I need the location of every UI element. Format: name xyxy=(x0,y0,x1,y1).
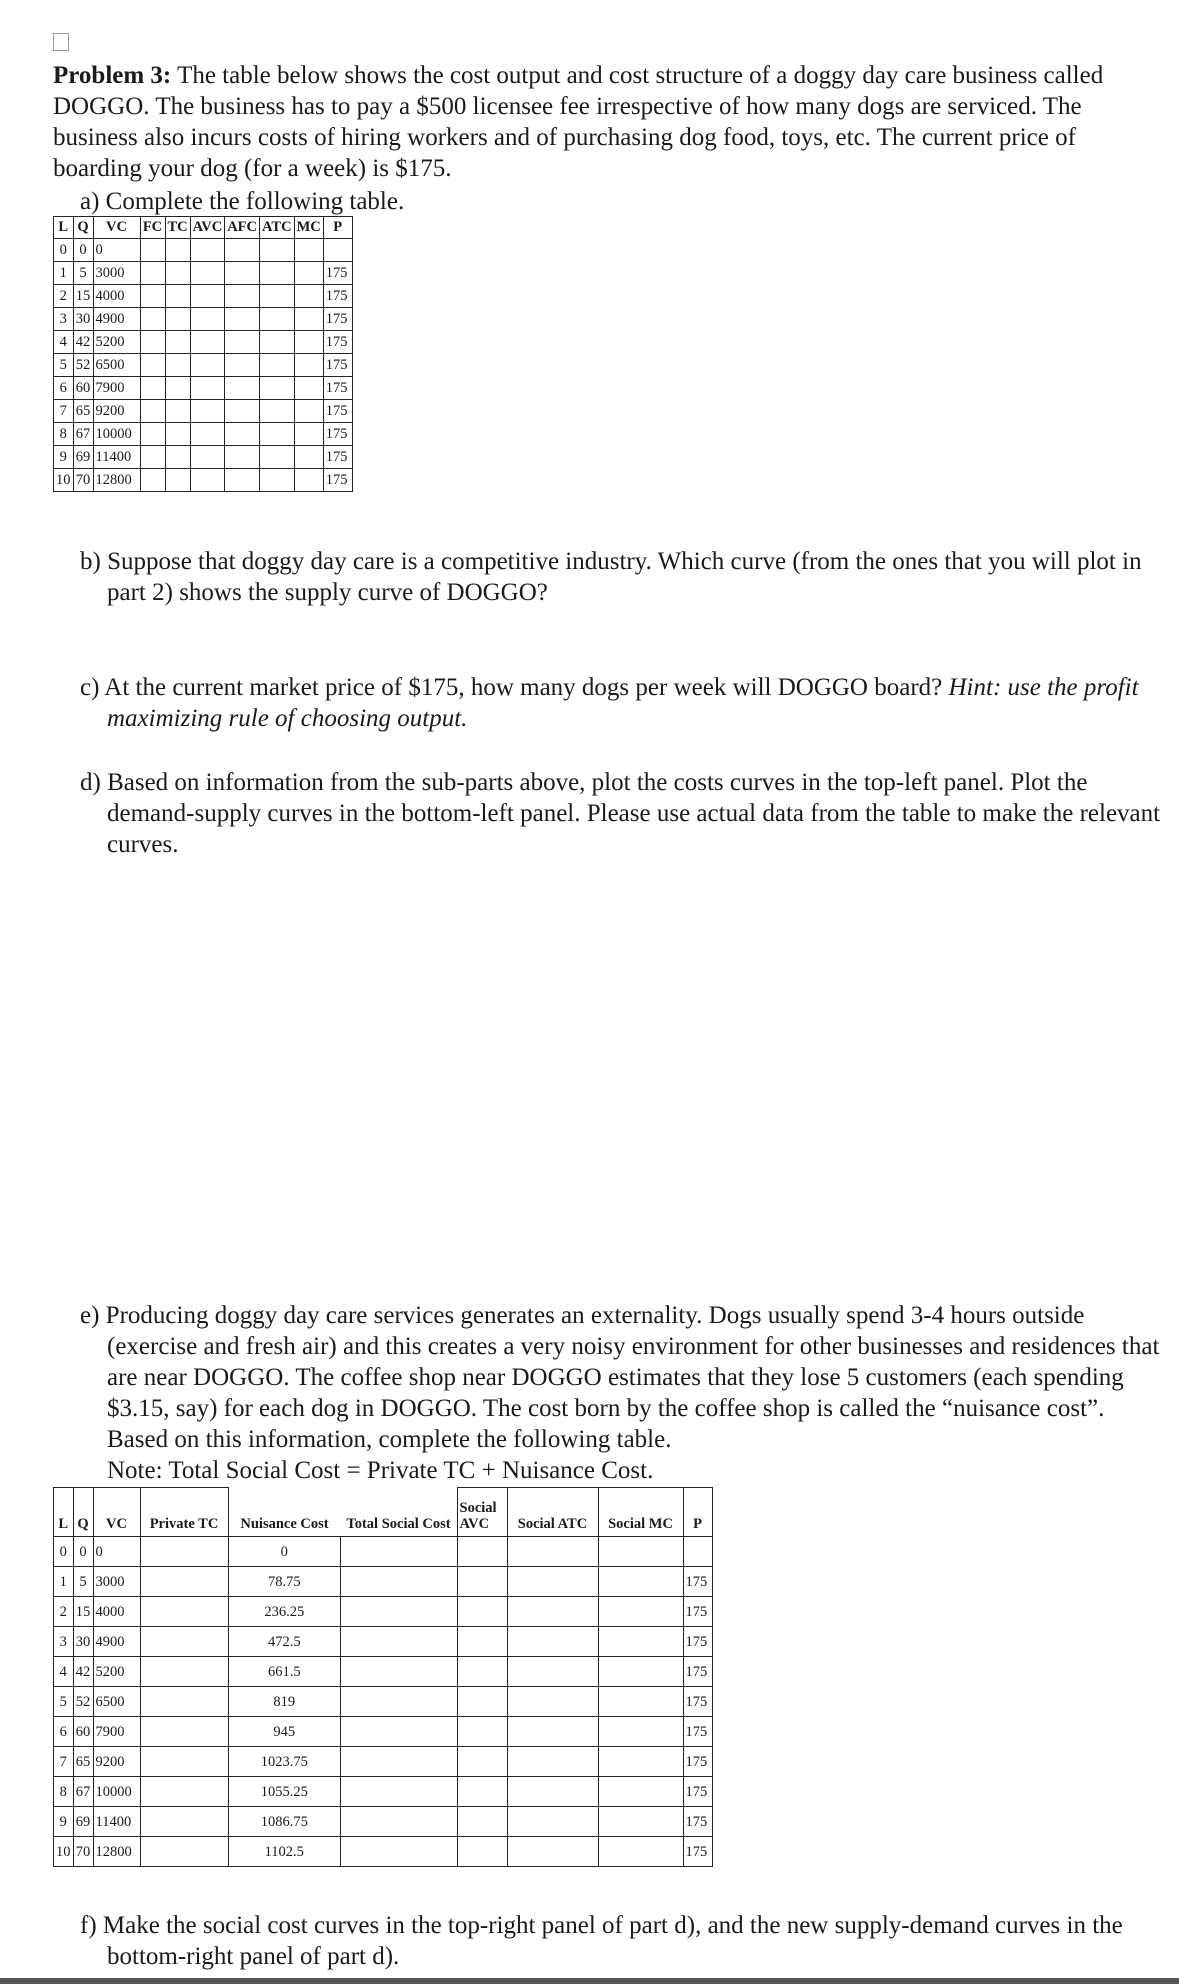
table-cell xyxy=(140,377,165,400)
table-cell: 5 xyxy=(54,1687,74,1717)
header-cell: P xyxy=(323,217,352,239)
table-cell: 7900 xyxy=(93,1717,140,1747)
table-cell xyxy=(225,262,260,285)
table-cell xyxy=(165,423,190,446)
table-cell: 175 xyxy=(323,377,352,400)
header-cell: L xyxy=(54,1488,74,1537)
table-cell xyxy=(140,1627,228,1657)
table-cell: 236.25 xyxy=(228,1597,341,1627)
problem-label: Problem 3: xyxy=(53,62,172,89)
table-cell: 67 xyxy=(73,1777,93,1807)
table-cell: 30 xyxy=(73,1627,93,1657)
table-cell xyxy=(507,1567,598,1597)
table-cell: 0 xyxy=(54,1537,74,1567)
table-cell: 8 xyxy=(54,1777,74,1807)
table-cell xyxy=(507,1597,598,1627)
table-cell: 78.75 xyxy=(228,1567,341,1597)
table-cell: 9200 xyxy=(93,400,140,423)
problem-intro xyxy=(53,60,1133,184)
part-e-text: e) Producing doggy day care services generates an externality. Dogs usually spend 3-4 hours outside (exercise and fresh air) and this creates a very noisy environment for other businesses and residences that are near DOGGO. The coffee shop near DOGGO estimates that they lose 5 customers (each spending $3.15, say) for each dog in DOGGO. The cost born by the coffee shop is called the “nuisance cost”. Based on this information, complete the following table. xyxy=(80,1302,1160,1453)
table-row xyxy=(54,446,353,469)
table-cell xyxy=(323,239,352,262)
table-cell xyxy=(341,1687,458,1717)
table-cell xyxy=(225,446,260,469)
table-cell xyxy=(341,1717,458,1747)
table-cell xyxy=(260,377,295,400)
table-cell xyxy=(140,446,165,469)
part-b: b) Suppose that doggy day care is a competitive industry. Which curve (from the ones that you will plot in part 2) shows the supply curve of DOGGO? xyxy=(80,548,1142,606)
table-cell xyxy=(165,331,190,354)
table-cell: 42 xyxy=(73,1657,93,1687)
table-cell xyxy=(190,239,225,262)
table-cell xyxy=(140,469,165,492)
table-cell: 4 xyxy=(54,331,74,354)
table-cell xyxy=(294,377,323,400)
table-cell: 2 xyxy=(54,1597,74,1627)
table-cell xyxy=(140,1537,228,1567)
table-cell xyxy=(683,1537,712,1567)
table-cell xyxy=(598,1537,683,1567)
table-cell xyxy=(225,377,260,400)
table-cell xyxy=(598,1627,683,1657)
table-cell xyxy=(341,1597,458,1627)
table-cell xyxy=(190,377,225,400)
table-cell xyxy=(341,1807,458,1837)
table-cell: 0 xyxy=(228,1537,341,1567)
table-row xyxy=(54,262,353,285)
header-cell: VC xyxy=(93,1488,140,1537)
table-cell xyxy=(457,1537,507,1567)
table-cell xyxy=(260,446,295,469)
table-cell xyxy=(140,1567,228,1597)
table-cell xyxy=(341,1657,458,1687)
table-cell: 5 xyxy=(73,1567,93,1597)
table-cell xyxy=(294,262,323,285)
table-cell xyxy=(260,423,295,446)
table-cell: 1055.25 xyxy=(228,1777,341,1807)
header-cell: Private TC xyxy=(140,1488,228,1537)
table-cell xyxy=(598,1717,683,1747)
table-row xyxy=(54,1687,713,1717)
table-row xyxy=(54,308,353,331)
table-row xyxy=(54,1627,713,1657)
table-cell xyxy=(294,354,323,377)
table-cell xyxy=(260,400,295,423)
header-cell: FC xyxy=(140,217,165,239)
table-cell xyxy=(165,377,190,400)
table-cell: 4000 xyxy=(93,285,140,308)
table-cell xyxy=(225,331,260,354)
table-cell xyxy=(598,1747,683,1777)
table-cell xyxy=(294,331,323,354)
part-e-note: Note: Total Social Cost = Private TC + Nuisance Cost. xyxy=(107,1457,654,1484)
table-cell: 8 xyxy=(54,423,74,446)
table-row xyxy=(54,469,353,492)
table-row xyxy=(54,1567,713,1597)
header-cell: AFC xyxy=(225,217,260,239)
table-cell: 60 xyxy=(73,1717,93,1747)
table-cell: 175 xyxy=(683,1627,712,1657)
table-row xyxy=(54,423,353,446)
table-cell: 12800 xyxy=(93,1837,140,1867)
header-cell: Total Social Cost xyxy=(341,1488,458,1537)
table-cell xyxy=(507,1777,598,1807)
table-cell: 9 xyxy=(54,446,74,469)
table-cell xyxy=(507,1837,598,1867)
table-cell: 9200 xyxy=(93,1747,140,1777)
header-cell: AVC xyxy=(190,217,225,239)
table-row xyxy=(54,239,353,262)
table-cell xyxy=(225,308,260,331)
table-cell xyxy=(190,285,225,308)
table-cell xyxy=(190,262,225,285)
table-cell xyxy=(598,1777,683,1807)
table-cell xyxy=(260,331,295,354)
header-cell: L xyxy=(54,217,74,239)
part-c-text: c) At the current market price of $175, how many dogs per week will DOGGO board? xyxy=(80,674,949,701)
table-cell: 4900 xyxy=(93,1627,140,1657)
table-cell xyxy=(140,239,165,262)
table-cell: 819 xyxy=(228,1687,341,1717)
table-cell: 945 xyxy=(228,1717,341,1747)
table-cell xyxy=(225,400,260,423)
table-cell xyxy=(140,1837,228,1867)
table-cell xyxy=(598,1837,683,1867)
table-cell xyxy=(457,1597,507,1627)
checkbox[interactable] xyxy=(53,33,69,51)
table-cell xyxy=(140,308,165,331)
table-cell: 15 xyxy=(73,1597,93,1627)
table-cell xyxy=(457,1657,507,1687)
table-cell: 175 xyxy=(323,308,352,331)
table-cell xyxy=(294,446,323,469)
table-cell: 1 xyxy=(54,262,74,285)
table-cell: 12800 xyxy=(93,469,140,492)
table-cell xyxy=(140,1687,228,1717)
table-cell: 175 xyxy=(683,1657,712,1687)
table-row xyxy=(54,354,353,377)
table-cell xyxy=(457,1837,507,1867)
table-row xyxy=(54,285,353,308)
table-cell xyxy=(341,1537,458,1567)
table-cell xyxy=(165,446,190,469)
table-cell xyxy=(165,354,190,377)
table-row xyxy=(54,377,353,400)
table-cell: 3 xyxy=(54,1627,74,1657)
table-cell xyxy=(341,1777,458,1807)
table-cell xyxy=(457,1567,507,1597)
table-cell xyxy=(225,285,260,308)
table-cell xyxy=(457,1777,507,1807)
header-cell: P xyxy=(683,1488,712,1537)
table-cell xyxy=(140,1807,228,1837)
table-cell xyxy=(190,331,225,354)
table-cell: 2 xyxy=(54,285,74,308)
table-cell xyxy=(341,1747,458,1777)
table-cell xyxy=(140,354,165,377)
table-cell: 69 xyxy=(73,446,93,469)
table-cell xyxy=(260,239,295,262)
table-cell: 11400 xyxy=(93,1807,140,1837)
table-cell: 9 xyxy=(54,1807,74,1837)
table-cell xyxy=(507,1807,598,1837)
table-cell: 11400 xyxy=(93,446,140,469)
problem-text: The table below shows the cost output and cost structure of a doggy day care business called DOGGO. The business has to pay a $500 licensee fee irrespective of how many dogs are serviced. The business also incurs costs of hiring workers and of purchasing dog food, toys, etc. The current price of boarding your dog (for a week) is $175. xyxy=(53,62,1104,182)
table-cell xyxy=(140,1597,228,1627)
table-cell xyxy=(140,262,165,285)
table-cell: 1086.75 xyxy=(228,1807,341,1837)
table-cell: 0 xyxy=(54,239,74,262)
table-cell: 175 xyxy=(683,1567,712,1597)
header-cell: ATC xyxy=(260,217,295,239)
table-cell xyxy=(598,1687,683,1717)
table-cell xyxy=(225,423,260,446)
table-cell xyxy=(190,423,225,446)
part-a: a) Complete the following table. xyxy=(80,188,405,215)
table-cell: 6500 xyxy=(93,354,140,377)
table-cell: 67 xyxy=(73,423,93,446)
table-cell: 175 xyxy=(683,1777,712,1807)
table-cell: 6 xyxy=(54,377,74,400)
table-row xyxy=(54,1717,713,1747)
table-cell xyxy=(190,446,225,469)
table-cell: 4 xyxy=(54,1657,74,1687)
table-cell: 5200 xyxy=(93,331,140,354)
table-cell: 661.5 xyxy=(228,1657,341,1687)
table-cell: 175 xyxy=(323,354,352,377)
table-row xyxy=(54,400,353,423)
cost-table-header xyxy=(54,217,353,239)
table-cell: 7900 xyxy=(93,377,140,400)
table-cell xyxy=(260,308,295,331)
table-cell: 175 xyxy=(683,1597,712,1627)
table-cell: 0 xyxy=(93,1537,140,1567)
table-cell xyxy=(190,400,225,423)
table-row xyxy=(54,1747,713,1777)
table-cell: 175 xyxy=(323,446,352,469)
table-cell xyxy=(140,331,165,354)
table-cell xyxy=(457,1627,507,1657)
header-cell: Q xyxy=(73,217,93,239)
table-cell: 0 xyxy=(93,239,140,262)
table-cell xyxy=(190,469,225,492)
header-cell: Social ATC xyxy=(507,1488,598,1537)
table-cell: 5 xyxy=(73,262,93,285)
table-cell xyxy=(341,1837,458,1867)
table-cell: 175 xyxy=(683,1747,712,1777)
table-cell xyxy=(457,1807,507,1837)
table-row xyxy=(54,1597,713,1627)
part-c-hint: Hint: use the profit maximizing rule of choosing output. xyxy=(107,674,1139,732)
table-cell: 7 xyxy=(54,400,74,423)
social-cost-table xyxy=(53,1487,713,1867)
table-cell xyxy=(507,1627,598,1657)
table-cell: 10 xyxy=(54,469,74,492)
table-cell: 42 xyxy=(73,331,93,354)
table-cell xyxy=(140,285,165,308)
table-row xyxy=(54,1837,713,1867)
table-cell xyxy=(165,285,190,308)
table-cell xyxy=(140,1657,228,1687)
table-cell xyxy=(507,1687,598,1717)
table-cell xyxy=(294,400,323,423)
table-cell: 1 xyxy=(54,1567,74,1597)
table-cell: 3 xyxy=(54,308,74,331)
table-cell: 1023.75 xyxy=(228,1747,341,1777)
table-cell: 175 xyxy=(683,1687,712,1717)
header-cell: TC xyxy=(165,217,190,239)
table-cell: 52 xyxy=(73,354,93,377)
table-cell: 70 xyxy=(73,469,93,492)
table-cell: 175 xyxy=(323,331,352,354)
table-cell: 70 xyxy=(73,1837,93,1867)
table-row xyxy=(54,1777,713,1807)
table-cell xyxy=(225,469,260,492)
social-cost-table-header xyxy=(54,1488,713,1537)
cost-table xyxy=(53,216,353,492)
table-cell xyxy=(165,262,190,285)
table-cell xyxy=(260,262,295,285)
table-cell: 4000 xyxy=(93,1597,140,1627)
table-cell xyxy=(190,354,225,377)
table-cell xyxy=(165,239,190,262)
table-cell xyxy=(598,1567,683,1597)
table-row xyxy=(54,1807,713,1837)
table-cell: 3000 xyxy=(93,1567,140,1597)
table-cell: 175 xyxy=(323,400,352,423)
table-cell xyxy=(341,1567,458,1597)
table-cell: 175 xyxy=(323,285,352,308)
table-cell xyxy=(260,354,295,377)
table-cell: 65 xyxy=(73,400,93,423)
table-cell: 65 xyxy=(73,1747,93,1777)
table-cell: 0 xyxy=(73,239,93,262)
table-cell xyxy=(507,1717,598,1747)
table-cell: 175 xyxy=(683,1807,712,1837)
table-cell xyxy=(225,239,260,262)
table-cell xyxy=(140,423,165,446)
table-cell: 15 xyxy=(73,285,93,308)
table-cell xyxy=(225,354,260,377)
header-cell: Social MC xyxy=(598,1488,683,1537)
table-cell xyxy=(457,1747,507,1777)
table-cell xyxy=(260,285,295,308)
part-f: f) Make the social cost curves in the top-right panel of part d), and the new supply-demand curves in the bottom-right panel of part d). xyxy=(80,1912,1123,1970)
table-cell xyxy=(140,1777,228,1807)
table-cell: 10000 xyxy=(93,423,140,446)
table-cell: 1102.5 xyxy=(228,1837,341,1867)
table-row xyxy=(54,331,353,354)
table-cell: 175 xyxy=(323,469,352,492)
table-cell: 6 xyxy=(54,1717,74,1747)
table-cell xyxy=(260,469,295,492)
table-cell xyxy=(165,308,190,331)
header-cell: Social AVC xyxy=(457,1488,507,1537)
part-d: d) Based on information from the sub-parts above, plot the costs curves in the top-left panel. Plot the demand-supply curves in the bottom-left panel. Please use actual data from the table to make the relevant curves. xyxy=(80,769,1161,858)
header-cell: MC xyxy=(294,217,323,239)
table-cell xyxy=(457,1717,507,1747)
table-cell: 5 xyxy=(54,354,74,377)
table-cell xyxy=(140,1717,228,1747)
table-cell xyxy=(165,469,190,492)
table-cell xyxy=(341,1627,458,1657)
table-cell xyxy=(140,400,165,423)
header-cell: Nuisance Cost xyxy=(228,1488,341,1537)
table-cell xyxy=(457,1687,507,1717)
table-cell: 30 xyxy=(73,308,93,331)
table-cell: 69 xyxy=(73,1807,93,1837)
table-cell xyxy=(190,308,225,331)
table-cell xyxy=(294,285,323,308)
table-cell: 4900 xyxy=(93,308,140,331)
table-cell xyxy=(294,239,323,262)
table-cell xyxy=(507,1657,598,1687)
table-cell xyxy=(507,1537,598,1567)
table-cell: 7 xyxy=(54,1747,74,1777)
table-cell: 6500 xyxy=(93,1687,140,1717)
table-cell xyxy=(598,1807,683,1837)
header-cell: Q xyxy=(73,1488,93,1537)
bottom-divider xyxy=(0,1978,1179,1984)
table-cell xyxy=(294,423,323,446)
table-cell xyxy=(165,400,190,423)
table-cell: 175 xyxy=(683,1717,712,1747)
table-row xyxy=(54,1657,713,1687)
table-cell: 10000 xyxy=(93,1777,140,1807)
table-cell xyxy=(598,1657,683,1687)
table-cell: 5200 xyxy=(93,1657,140,1687)
table-cell: 60 xyxy=(73,377,93,400)
table-cell xyxy=(294,308,323,331)
table-row xyxy=(54,1537,713,1567)
table-cell: 175 xyxy=(323,423,352,446)
table-cell: 52 xyxy=(73,1687,93,1717)
part-e xyxy=(80,1300,1167,1486)
table-cell: 10 xyxy=(54,1837,74,1867)
header-cell: VC xyxy=(93,217,140,239)
table-cell: 3000 xyxy=(93,262,140,285)
table-cell: 175 xyxy=(683,1837,712,1867)
table-cell: 472.5 xyxy=(228,1627,341,1657)
table-cell: 0 xyxy=(73,1537,93,1567)
table-cell xyxy=(140,1747,228,1777)
part-c xyxy=(80,672,1167,734)
table-cell: 175 xyxy=(323,262,352,285)
table-cell xyxy=(598,1597,683,1627)
table-cell xyxy=(294,469,323,492)
table-cell xyxy=(507,1747,598,1777)
